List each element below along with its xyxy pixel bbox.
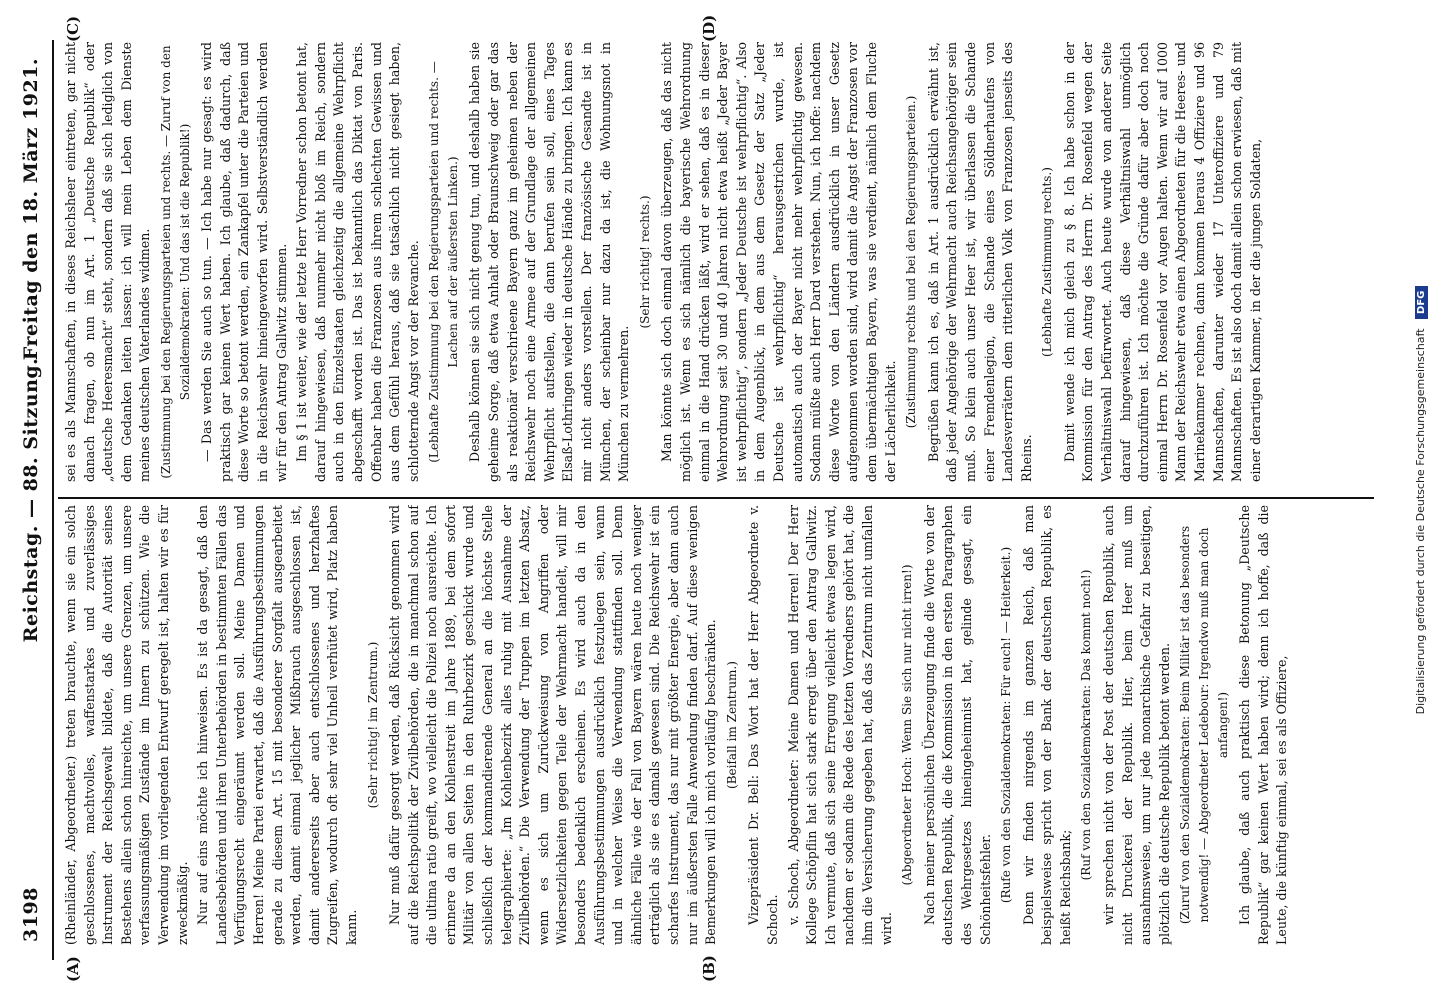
margin-marker-a: (A): [64, 956, 82, 982]
paragraph: Nach meiner persönlichen Überzeugung finde die Worte von der deutschen Republik, die die Kommission in den ersten Paragraphen des Wehrgesetzes hineingeheimnist hat, gelinde gesagt, ein Schönheitsfehler.: [921, 505, 993, 945]
stage-direction: (Zustimmung bei den Regierungsparteien und rechts. — Zuruf von den Sozialdemokraten: Und das ist die Republik!): [158, 45, 192, 479]
session-date: Freitag den 18. März 1921.: [20, 58, 42, 361]
stage-direction: (Zuruf von den Sozialdemokraten: Beim Militär ist das besonders notwendig! — Abgeordneter Ledebour: Irgendwo muß man doch anfangen!): [1178, 525, 1230, 925]
stage-direction: (Zustimmung rechts und bei den Regierungsparteien.): [904, 95, 919, 429]
paragraph: sei es als Mannschaften, in dieses Reichsheer eintreten, gar nicht danach fragen, ob nun im Art. 1 „Deutsche Republik“ oder „deutsche Heeresmacht“ steht, sondern daß sie sich lediglich von dem Gedanken leiten lassen: ich will mein Leben dem Dienste meines deutschen Vaterlandes widmen.: [63, 42, 153, 482]
margin-marker-b: (B): [700, 955, 718, 982]
right-column: [62, 42, 1366, 482]
header-rule: [52, 40, 54, 960]
page-number: 3198: [20, 887, 42, 942]
stage-direction: (Sehr richtig! rechts.): [637, 195, 652, 329]
paragraph: Vizepräsident Dr. Bell: Das Wort hat der Herr Abgeordnete v. Schoch.: [746, 505, 780, 945]
page-header: [14, 40, 48, 960]
stage-direction: (Lebhafte Zustimmung bei den Regierungsparteien und rechts. — Lachen auf der äußersten Linken.): [427, 61, 460, 463]
paragraph: (Rheinländer, Abgeordneter.) treten brauchte, wenn sie ein solch geschlossenes, machtvolles, waffenstarkes und zuverlässiges Instrument der Reichsgewalt bildete, daß die Autorität seines Bestehens allein schon hinreichte, um unsere Grenzen, um unsere verfassungsmäßigen Zustände im Innern zu schützen. Wie die Verwendung im vorliegenden Entwurf geregelt ist, halten wir es für zweckmäßig.: [63, 505, 190, 945]
margin-marker-d: (D): [700, 14, 718, 42]
column-divider: [58, 497, 1374, 499]
paragraph: Nur muß dafür gesorgt werden, daß Rücksicht genommen wird auf die Reichspolitik der Zivilbehörden, die in manchmal schon auf die ultima ratio greift, wo vielleicht die Polizei noch ausreichte. Ich erinnere da an den Kohlenstreit im Jahre 1889, bei dem sofort Militär von allen Seiten in den Ruhrbezirk geschickt wurde und schließlich der kommandierende General an die höchste Stelle telegraphierte: „Im Kohlenbezirk alles ruhig mit Ausnahme der Zivilbehörden.“ Die Verwendung der Truppen im letzten Absatz, wenn es sich um Zurückweisung von Angriffen oder Widersetzlichkeiten gegen Teile der Wehrmacht handelt, will mir besonders bedenklich erscheinen. Es wird auch da in den Ausführungsbestimmungen ausdrücklich festzulegen sein, wann und in welcher Weise die Verwendung stattfinden soll. Denn ähnliche Fälle wie der Fall von Bayern wären heute noch weniger erträglich als sie es damals gewesen sind. Die Reichswehr ist ein scharfes Instrument, das nur mit größter Energie, aber dann auch nur im äußersten Falle Anwendung finden darf. Auf diese wenigen Bemerkungen will ich mich vorläufig beschränken.: [387, 505, 719, 945]
paragraph: Man könnte sich doch einmal davon überzeugen, daß das nicht möglich ist. Wenn es sich nämlich die bayerische Wehrordnung einmal in die Hand drücken läßt, wird er sehen, daß es in dieser Wehrordnung seit 30 und 40 Jahren nicht etwa heißt „Jeder Bayer ist wehrpflichtig“, sondern „Jeder Deutsche ist wehrpflichtig“. Also in dem Augenblick, in dem aus dem Gesetz der Satz „Jeder Deutsche ist wehrpflichtig“ herausgestrichen wurde, ist automatisch auch der Bayer nicht mehr wehrpflichtig gewesen. Sodann müßte auch Herr Dard verstehen. Nun, ich hoffe: nachdem diese Worte von den Ländern ausdrücklich in unser Gesetz aufgenommen worden sind, wird damit die Angst der Franzosen vor dem übermächtigen Bayern, was sie verdient, nämlich dem Fluche der Lächerlichkeit.: [659, 42, 898, 482]
paragraph: Im § 1 ist weiter, wie der letzte Herr Vorredner schon betont hat, darauf hingewiesen, daß nunmehr nicht bloß im Reich, sondern auch in den Einzelstaaten gleichzeitig die allgemeine Wehrpflicht abgeschafft worden ist. Das ist bekanntlich das Diktat von Paris. Offenbar haben die Franzosen aus ihrem schlechten Gewissen und aus dem Gefühl heraus, daß sie tatsächlich nicht gesiegt haben, schlotternde Angst vor der Revanche.: [294, 42, 421, 482]
paragraph: Begrüßen kann ich es, daß in Art. 1 ausdrücklich erwähnt ist, daß jeder Angehörige der Wehrmacht auch Reichsangehöriger sein muß. So klein auch unser Heer ist, wir überlassen die Schande einer Fremdenlegion, die Schande eines Söldnerhaufens von Landesverrätern dem ritterlichen Volk von Franzosen jenseits des Rheins.: [925, 42, 1034, 482]
dfg-logo: DFG: [1415, 286, 1428, 319]
paragraph: Nur auf eins möchte ich hinweisen. Es ist da gesagt, daß den Landesbehörden und ihren Unterbehörden in bestimmten Fällen das Verfügungsrecht eingeräumt werden soll. Meine Damen und Herren! Meine Partei erwartet, daß die Ausführungsbestimmungen gerade zu diesem Art. 15 mit besonderer Sorgfalt ausgearbeitet werden, damit einmal jeglicher Mißbrauch ausgeschlossen ist, damit andererseits aber auch entschlossenes und herzhaftes Zugreifen, wodurch oft sehr viel Unheil verhütet wird, Platz haben kann.: [195, 505, 359, 945]
digitization-credit: [1414, 0, 1428, 1000]
paragraph: wir sprechen nicht von der Post der deutschen Republik, auch nicht Druckerei der Republik. Hier, beim Heer muß um ausnahmsweise, um nur jede monarchische Gefahr zu beseitigen, plötzlich die deutsche Republik betont werden.: [1101, 505, 1172, 945]
stage-direction: (Lebhafte Zustimmung rechts.): [1040, 167, 1055, 357]
stage-direction: (Sehr richtig! im Zentrum.): [365, 641, 380, 809]
paragraph: Ich glaube, daß auch praktisch diese Betonung „Deutsche Republik“ gar keinen Wert haben wird; denn ich hoffe, daß die Leute, die künftig einmal, sei es als Offiziere,: [1237, 505, 1290, 945]
left-column: [62, 505, 1366, 945]
stage-direction: (Beifall im Zentrum.): [724, 661, 739, 789]
stage-direction: (Rufe von den Sozialdemokraten: Für euch! — Heiterkeit.): [999, 546, 1014, 904]
page-title: Reichstag. — 88. Sitzung.: [20, 357, 42, 643]
paragraph: Denn wir finden nirgends im ganzen Reich, daß man beispielsweise spricht von der Bank der deutschen Republik, es heißt Reichsbank;: [1020, 505, 1073, 945]
credit-text: Digitalisierung gefördert durch die Deutsche Forschungsgemeinschaft: [1414, 328, 1427, 715]
stage-direction: (Ruf von den Sozialdemokraten: Das kommt noch!): [1079, 569, 1094, 881]
paragraph: — Das werden Sie auch so tun. — Ich habe nur gesagt: es wird praktisch gar keinen Wert haben. Ich glaube, daß dadurch, daß diese Worte so betont werden, ein Zankapfel unter die Parteien und in die Reichswehr hineingeworfen wird. Selbstverständlich werden wir für den Antrag Gallwitz stimmen.: [199, 42, 289, 482]
paragraph: Damit wende ich mich gleich zu § 8. Ich habe schon in der Kommission für den Antrag des Herrn Dr. Rosenfeld wegen der Verhältniswahl befürwortet. Auch heute wurde von anderer Seite darauf hingewiesen, daß diese Verhältniswahl unmöglich durchzuführen ist. Ich möchte die Gründe dafür aber doch noch einmal Herrn Dr. Rosenfeld vor Augen halten. Wenn wir auf 1000 Mann der Reichswehr etwa einen Abgeordneten für die Heeres- und Marinekammer rechnen, dann kommen heraus 4 Offiziere und 96 Mannschaften, darunter wieder 17 Unteroffiziere und 79 Mannschaften. Es ist also doch damit allein schon erwiesen, daß mit einer derartigen Kammer, in der die jungen Soldaten,: [1061, 42, 1263, 482]
paragraph: v. Schoch, Abgeordneter: Meine Damen und Herren! Der Herr Kollege Schöpflin hat sich stark erregt über den Antrag Gallwitz. Ich vermute, daß sich seine Erregung vielleicht etwas legen wird, nachdem er sodann die Rede des letzten Vorredners gehört hat, die ihm die Versicherung gegeben hat, daß das Zentrum nicht umfallen wird.: [785, 505, 894, 945]
stage-direction: (Abgeordneter Hoch: Wenn Sie sich nur nicht irren!): [900, 564, 915, 886]
margin-marker-c: (C): [64, 15, 82, 42]
paragraph: Deshalb können sie sich nicht genug tun, und deshalb haben sie geheime Sorge, daß etwa Anhalt oder Braunschweig oder gar das als reaktionär verschrieene Bayern ganz im geheimen neben der Reichswehr noch eine Armee auf der Grundlage der allgemeinen Wehrpflicht aufstellen, die dann berufen sein soll, eines Tages Elsaß-Lothringen wieder in deutsche Hände zu bringen. Ich kann es mir nicht anders vorstellen. Der französische Gesandte ist in München, der scheinbar nur dazu da ist, die Wohnungsnot in München zu vermehren.: [467, 42, 632, 482]
